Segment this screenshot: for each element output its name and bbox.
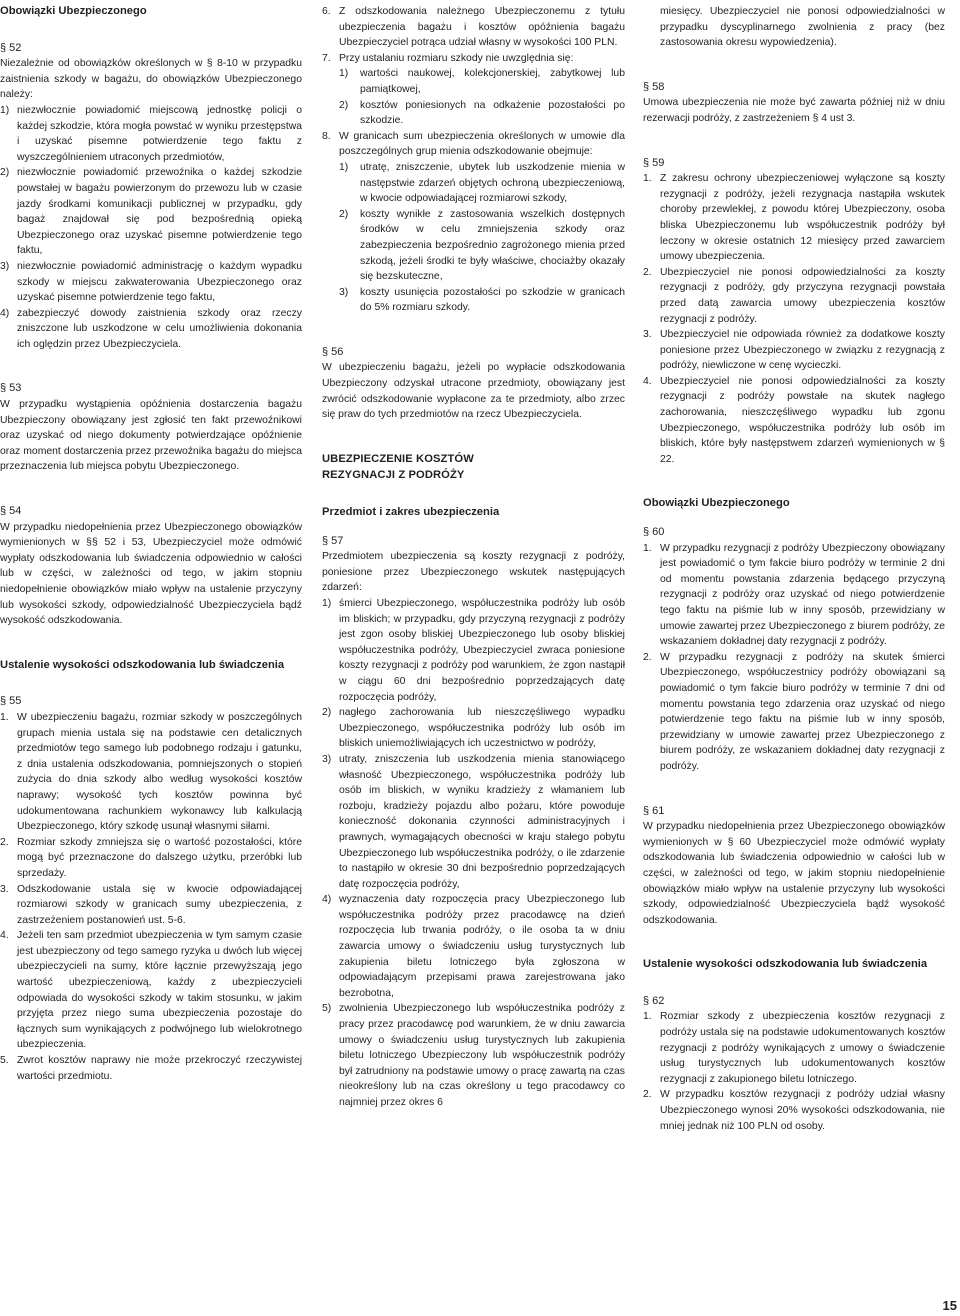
- sub-list-item: [339, 98, 625, 129]
- item-text: niezwłocznie powiadomić miejscową jednostkę policji o każdej szkodzie, która mogła powstać w wyniku przestępstwa i uzyskać pisemne potwierdzenie tego faktu z wyszczególnieniem utraconych przedmiotów,: [17, 104, 302, 163]
- paragraph-number: § 62: [643, 994, 665, 1007]
- item-text: Rozmiar szkody z ubezpieczenia kosztów rezygnacji z podróży ustala się na podstawie udokumentowanych kosztów rezygnacji z podróży wynikających z umowy o świadczenie usług turystycznych lub udokumentowanych kosztów rezygnacji z zakupionego biletu lotniczego.: [660, 1011, 945, 1085]
- paragraph-number: § 59: [643, 156, 665, 169]
- item-text: Jeżeli ten sam przedmiot ubezpieczenia w tym samym czasie jest ubezpieczony od tego samego ryzyka u dwóch lub więcej ubezpieczycieli na sumy, które łącznie przewyższają jego wartość ubezpieczeniową, każdy z ubezpieczycieli odpowiada do wysokości szkody w takim stosunku, w jakim przyjęta przez niego suma ubezpieczenia pozostaje do łącznych sum wynikających z podwójnego lub wielokrotnego ubezpieczenia.: [17, 930, 302, 1051]
- item-text: niezwłocznie powiadomić administrację o każdym wypadku szkody w miejscu zakwaterowania Ubezpieczonego oraz uzyskać pisemne potwierdzenie tego faktu,: [17, 260, 302, 304]
- list-item: [0, 835, 302, 882]
- item-number: 4.: [643, 375, 652, 387]
- list-item: [322, 4, 625, 51]
- item-number: 3.: [0, 883, 9, 895]
- list-item: [322, 892, 625, 1001]
- list-item: [0, 259, 302, 306]
- item-text: utratę, zniszczenie, ubytek lub uszkodzenie mienia w następstwie zdarzeń objętych ochroną ubezpieczeniową, w kwocie odpowiadającej rozmiarowi szkody,: [360, 161, 625, 205]
- item-number: 8.: [322, 130, 331, 142]
- list-item: [322, 705, 625, 752]
- paragraph-56: [322, 345, 625, 423]
- item-text: Ubezpieczyciel nie ponosi odpowiedzialności za koszty rezygnacji z podróży powstałe na skutek nagłego zachorowania, nieszczęśliwego wypadku lub zgonu Ubezpieczonego, współuczestnika podróży lub osób im bliskich, które były następstwem zdarzeń wymienionych w § 22.: [660, 375, 945, 465]
- paragraph-number: § 58: [643, 80, 665, 93]
- item-text: Przy ustalaniu rozmiaru szkody nie uwzględnia się:: [339, 52, 574, 64]
- item-text: Z odszkodowania należnego Ubezpieczonemu z tytułu ubezpieczenia bagażu i kosztów opóźnienia bagażu Ubezpieczyciel potrąca udział własny w wysokości 100 PLN.: [339, 6, 625, 49]
- item-number: 3.: [643, 329, 652, 341]
- item-text: utraty, zniszczenia lub uszkodzenia mienia stanowiącego własność Ubezpieczonego, współuczestnika podróży lub osób im bliskich, w wyniku kradzieży z włamaniem lub rozboju, kradzieży pojazdu albo pożaru, które powoduje konieczność dokonania czynności administracyjnych i prawnych, wymagających obecności w kraju stałego pobytu Ubezpieczonego lub współuczestnika podróży, o ile zdarzenie to nastąpiło w okresie 30 dni bezpośrednio poprzedzających datę rozpoczęcia podróży,: [339, 753, 625, 890]
- list-item: [0, 882, 302, 929]
- paragraph-number: § 56: [322, 345, 344, 358]
- list-item: [0, 1053, 302, 1084]
- item-number: 4): [322, 894, 332, 906]
- list-item: [0, 928, 302, 1053]
- paragraph-53: [0, 381, 302, 475]
- item-text: Ubezpieczyciel nie odpowiada również za dodatkowe koszty poniesione przez Ubezpieczonego w związku z rezygnacją z podróży, niewliczone w cenę wycieczki.: [660, 329, 945, 372]
- list-item: [322, 752, 625, 892]
- list-item: [0, 710, 302, 835]
- paragraph-text: W przypadku wystąpienia opóźnienia dostarczenia bagażu Ubezpieczony obowiązany jest zgłosić ten fakt przewoźnikowi oraz uzyskać od niego dokumenty potwierdzające opóźnienie oraz moment dostarczenia przez przewoźnika bagażu do miejsca przeznaczenia lub miejsca pobytu Ubezpieczonego.: [0, 399, 302, 473]
- paragraph-58: [643, 80, 945, 127]
- item-number: 7.: [322, 52, 331, 64]
- item-number: 2.: [643, 651, 652, 663]
- paragraph-number: § 53: [0, 382, 22, 395]
- item-text: W przypadku kosztów rezygnacji z podróży udział własny Ubezpieczonego wynosi 20% wysokości odszkodowania, nie mniej jednak niż 100 PLN od osoby.: [660, 1089, 945, 1132]
- item-text: wartości naukowej, kolekcjonerskiej, zabytkowej lub pamiątkowej,: [360, 68, 625, 95]
- paragraph-number: § 54: [0, 505, 22, 518]
- section-heading: Obowiązki Ubezpieczonego: [643, 497, 790, 510]
- item-number: 4.: [0, 930, 9, 942]
- paragraph-57-continued: [643, 4, 945, 51]
- item-number: 5): [322, 1003, 332, 1015]
- list-item: [643, 650, 945, 775]
- list-item: [643, 171, 945, 265]
- paragraph-52: [0, 41, 302, 353]
- column-2: [322, 4, 625, 1140]
- item-number: 1): [339, 68, 349, 80]
- page-number: 15: [942, 1298, 957, 1313]
- list-item: [322, 596, 625, 705]
- item-text: W granicach sum ubezpieczenia określonych w umowie dla poszczególnych grup mienia odszkodowanie obejmuje:: [339, 130, 625, 158]
- item-number: 3): [322, 753, 332, 765]
- paragraph-61: [643, 804, 945, 929]
- item-number: 5.: [0, 1055, 9, 1067]
- item-text: Zwrot kosztów naprawy nie może przekroczyć rzeczywistej wartości przedmiotu.: [17, 1055, 302, 1082]
- item-text: koszty usunięcia pozostałości po szkodzie w granicach do 5% rozmiaru szkody.: [360, 286, 625, 314]
- paragraph-text: W ubezpieczeniu bagażu, jeżeli po wypłacie odszkodowania Ubezpieczony odzyskał utracone przedmioty, obowiązany jest zwrócić odszkodowanie wypłacone za te przedmioty, albo zrzec się praw do tych przedmiotów na rzecz Ubezpieczyciela.: [322, 362, 625, 421]
- item-number: 2): [322, 707, 332, 719]
- item-text: zwolnienia Ubezpieczonego lub współuczestnika podróży z pracy przez pracodawcę pod warunkiem, że w dniu zawarcia umowy o świadczeniu usług turystycznych lub zakupienia biletu lotniczego Ubezpieczony lub współuczestnik podróży był zatrudniony na podstawie umowy o pracę zawartą na czas nieokreślony lub na czas określony u tego pracodawcy co najmniej przez okres 6: [339, 1003, 625, 1108]
- item-number: 2.: [643, 266, 652, 278]
- list-item: [643, 1009, 945, 1087]
- item-text: wyznaczenia daty rozpoczęcia pracy Ubezpieczonego lub współuczestnika podróży przez pracodawcę na dzień rozpoczęcia lub trwania podróży, o ile osoba ta w dniu zawarcia umowy o świadczeniu usług turystycznych lub zakupienia biletu lotniczego była zgłoszona w odpowiadającym przepisami prawa zarejestrowana jako bezrobotna,: [339, 894, 625, 999]
- paragraph-number: § 57: [322, 534, 344, 547]
- paragraph-intro: Niezależnie od obowiązków określonych w § 8-10 w przypadku zaistnienia szkody w bagażu, do obowiązków Ubezpieczonego należy:: [0, 58, 302, 101]
- item-number: 2.: [0, 836, 9, 848]
- paragraph-text: miesięcy. Ubezpieczyciel nie ponosi odpowiedzialności w przypadku dyscyplinarnego zwolnienia z pracy (bez zastosowania okresu wypowiedzenia).: [660, 6, 945, 49]
- paragraph-text: W przypadku niedopełnienia przez Ubezpieczonego obowiązków wymienionych w §§ 52 i 53, Ubezpieczyciel może odmówić wypłaty odszkodowania lub świadczenia odpowiednio w całości lub w części, w zależności od tego, w jakim stopniu niedopełnienie obowiązków miało wpływ na ustalenie przyczyny lub wysokości szkody, odpowiedzialność Ubezpieczyciela bądź wysokość odszkodowania.: [0, 521, 302, 627]
- chapter-heading-line-2: REZYGNACJI Z PODRÓŻY: [322, 469, 465, 482]
- chapter-heading-line-1: UBEZPIECZENIE KOSZTÓW: [322, 452, 474, 465]
- paragraph-54: [0, 504, 302, 629]
- item-text: Odszkodowanie ustala się w kwocie odpowiadającej rozmiarowi szkody w granicach sumy ubezpieczenia, z zastrzeżeniem postanowień ust. 5-6.: [17, 883, 302, 926]
- item-text: niezwłocznie powiadomić przewoźnika o każdej szkodzie powstałej w bagażu powierzonym do przewozu lub w czasie jazdy środkami komunikacji publicznej w przypadku, gdy bagaż znajdował się pod bezpośrednią opieką Ubezpieczonego oraz uzyskać pisemne potwierdzenie tego faktu,: [17, 167, 302, 257]
- list-item: [643, 327, 945, 374]
- list-item: [0, 103, 302, 165]
- paragraph-number: § 55: [0, 695, 22, 708]
- section-heading: Ustalenie wysokości odszkodowania lub świadczenia: [0, 658, 285, 671]
- list-item: [0, 165, 302, 259]
- item-number: 1.: [643, 542, 652, 554]
- paragraph-55: [0, 694, 302, 1084]
- item-text: śmierci Ubezpieczonego, współuczestnika podróży lub osób im bliskich; w przypadku, gdy przyczyną rezygnacji z podróży jest zgon osoby bliskiej Ubezpieczonego lub osoby bliskiej współuczestnika podróży, Ubezpieczyciel zwraca poniesione koszty rezygnacji z podróży pod warunkiem, że zgon nastąpił w ciągu 60 dni bezpośrednio poprzedzających datę rozpoczęcia podróży,: [339, 598, 625, 703]
- paragraph-intro: Przedmiotem ubezpieczenia są koszty rezygnacji z podróży, poniesione przez Ubezpieczonego wskutek następujących zdarzeń:: [322, 551, 625, 594]
- item-text: nagłego zachorowania lub nieszczęśliwego wypadku Ubezpieczonego, współuczestnika podróży lub osób im bliskich uniemożliwiających ich uczestnictwo w podróży,: [339, 707, 625, 750]
- column-1: [0, 4, 302, 1113]
- item-number: 3): [0, 260, 10, 272]
- sub-list-item: [339, 160, 625, 207]
- item-number: 6.: [322, 6, 331, 17]
- section-heading: Ustalenie wysokości odszkodowania lub świadczenia: [643, 958, 928, 971]
- item-text: W przypadku rezygnacji z podróży Ubezpieczony obowiązany jest powiadomić o tym fakcie biuro podróży w terminie 2 dni od momentu powstania zdarzenia będącego przyczyną rezygnacji z podróży oraz uzyskać od niego potwierdzenie tego faktu na piśmie lub w inny sposób, przewidziany w umowie zawartej przez Ubezpieczonego z biurem podróży, ze wskazaniem dokładnej daty rezygnacji z podróży.: [660, 542, 945, 648]
- item-text: kosztów poniesionych na odkażenie pozostałości po szkodzie.: [360, 99, 625, 127]
- item-number: 2): [339, 99, 349, 111]
- item-text: Rozmiar szkody zmniejsza się o wartość pozostałości, które mogą być przeznaczone do dalszego użytku, przeróbki lub sprzedaży.: [17, 836, 302, 879]
- sub-list-item: [339, 285, 625, 316]
- sub-list-item: [339, 66, 625, 97]
- item-text: koszty wynikłe z zastosowania wszelkich dostępnych środków w celu zmniejszenia szkody oraz zabezpieczenia bezpośrednio zagrożonego mienia przed szkodą, jeżeli środki te były właściwe, chociażby okazały się bezskuteczne,: [360, 208, 625, 283]
- column-3: [643, 4, 945, 1163]
- item-number: 1.: [0, 711, 9, 723]
- list-item: [643, 374, 945, 468]
- section-heading: Obowiązki Ubezpieczonego: [0, 5, 147, 17]
- paragraph-text: W przypadku niedopełnienia przez Ubezpieczonego obowiązków wymienionych w § 60 Ubezpieczyciel może odmówić wypłaty odszkodowania lub świadczenia odpowiednio w całości lub w części, w zależności od tego, w jakim stopniu niedopełnienie obowiązków miało wpływ na ustalenie przyczyny lub wysokości szkody, odpowiedzialność Ubezpieczyciela bądź wysokość odszkodowania.: [643, 821, 945, 926]
- paragraph-55-continued: [322, 4, 625, 316]
- paragraph-number: § 61: [643, 804, 665, 817]
- item-text: W przypadku rezygnacji z podróży na skutek śmierci Ubezpieczonego, współuczestnicy podróży obowiązani są powiadomić o tym fakcie biuro podróży w terminie 7 dni od momentu powstania tego zdarzenia oraz uzyskać od niego potwierdzenie tego faktu na piśmie lub w inny sposób, przewidziany w umowie zawartej przez Ubezpieczonego z biurem podróży, ze wskazaniem dokładnej daty rezygnacji z podróży.: [660, 651, 945, 772]
- section-heading: Przedmiot i zakres ubezpieczenia: [322, 506, 500, 519]
- list-item: [322, 51, 625, 129]
- list-item: [0, 306, 302, 353]
- list-item: [643, 541, 945, 650]
- list-item: [322, 1001, 625, 1110]
- item-text: W ubezpieczeniu bagażu, rozmiar szkody w poszczególnych grupach mienia ustala się na podstawie cen detalicznych przedmiotów tego samego lub podobnego rodzaju i gatunku, z dnia ustalenia odszkodowania, pomniejszonych o stopień zużycia do dnia szkody albo według wysokości kosztów naprawy; wysokość tych kosztów powinna być udokumentowana rachunkiem wykonawcy lub kalkulacją Ubezpieczonego, który szkodę usunął własnymi siłami.: [17, 711, 302, 833]
- sub-list-item: [339, 207, 625, 285]
- paragraph-59: [643, 156, 945, 468]
- list-item: [643, 1087, 945, 1134]
- list-item: [643, 265, 945, 327]
- item-number: 2): [339, 208, 349, 220]
- paragraph-text: Umowa ubezpieczenia nie może być zawarta później niż w dniu rezerwacji podróży, z zastrzeżeniem § 4 ust 3.: [643, 97, 945, 124]
- item-number: 1): [339, 161, 349, 173]
- item-text: Ubezpieczyciel nie ponosi odpowiedzialności za koszty rezygnacji z podróży, gdy przyczyna rezygnacji powstała przed datą zawarcia umowy ubezpieczenia kosztów rezygnacji z podróży.: [660, 266, 945, 325]
- item-number: 3): [339, 286, 349, 298]
- paragraph-number: § 52: [0, 41, 22, 54]
- paragraph-60: [643, 525, 945, 775]
- item-number: 1): [0, 104, 10, 116]
- paragraph-number: § 60: [643, 526, 665, 539]
- item-number: 2.: [643, 1089, 652, 1101]
- item-number: 4): [0, 307, 10, 319]
- item-text: Z zakresu ochrony ubezpieczeniowej wyłączone są koszty rezygnacji z podróży, jeżeli rezygnacja nastąpiła wskutek choroby przewlekłej, z powodu której Ubezpieczony, osoba bliska Ubezpieczonemu lub współuczestnik podróży był leczony w okresie ostatnich 12 miesięcy przed zawarciem umowy ubezpieczenia.: [660, 173, 945, 263]
- item-number: 1.: [643, 173, 652, 185]
- item-text: zabezpieczyć dowody zaistnienia szkody oraz rzeczy zniszczone lub uszkodzone w celu umożliwienia dokonania ich oględzin przez Ubezpieczyciela.: [17, 307, 302, 350]
- item-number: 1): [322, 598, 332, 609]
- item-number: 1.: [643, 1011, 652, 1023]
- paragraph-57: [322, 534, 625, 1111]
- list-item: [322, 129, 625, 316]
- paragraph-62: [643, 994, 945, 1134]
- item-number: 2): [0, 167, 10, 179]
